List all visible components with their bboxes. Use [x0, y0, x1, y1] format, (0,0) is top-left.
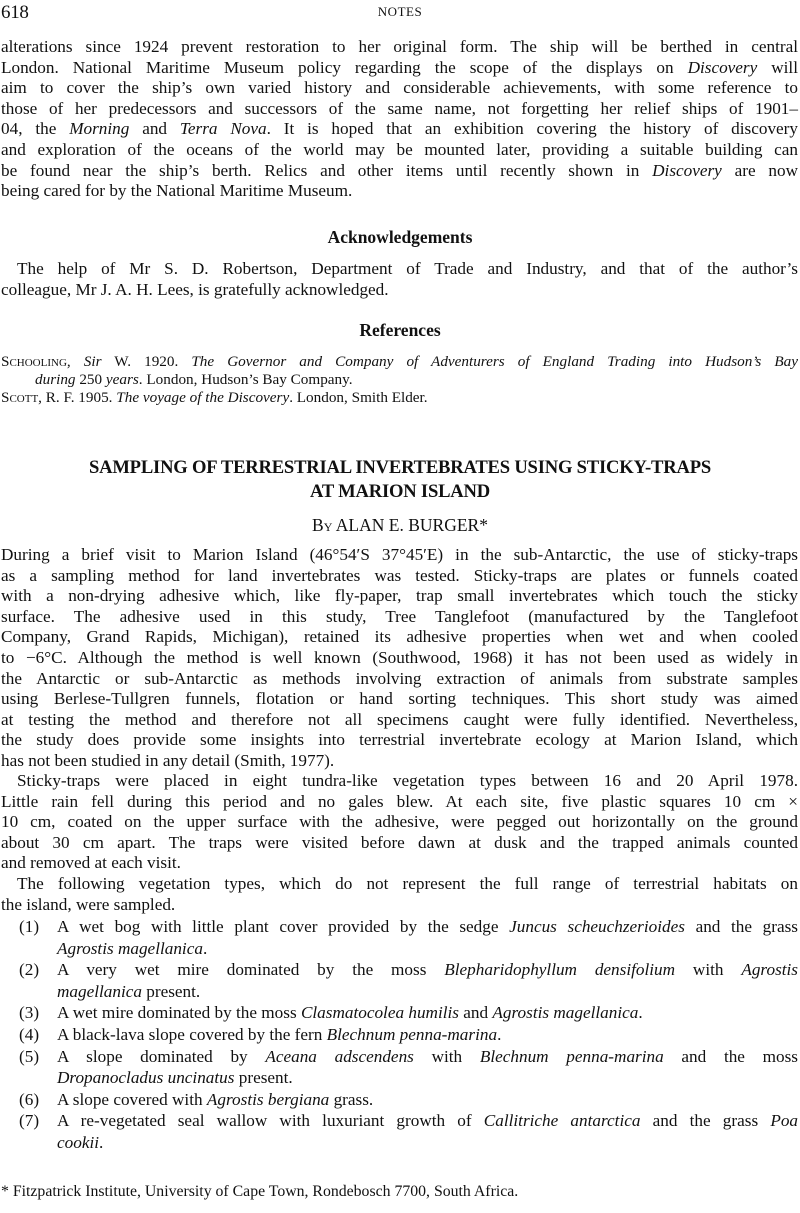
- text-line: colleague, Mr J. A. H. Lees, is gratefully acknowledged.: [1, 279, 389, 299]
- article-title-line: SAMPLING OF TERRESTRIAL INVERTEBRATES USING STICKY-TRAPS: [88, 457, 712, 478]
- vegetation-type-item: [1, 1089, 798, 1111]
- text-line: During a brief visit to Marion Island (46°54′S 37°45′E) in the sub-Antarctic, the use of sticky-traps: [1, 545, 798, 564]
- text-line: Scott, R. F. 1905. The voyage of the Discovery. London, Smith Elder.: [1, 389, 428, 406]
- text-line: and removed at each visit.: [1, 853, 181, 873]
- vegetation-type-item: [1, 1046, 798, 1089]
- reference-entry: [1, 353, 798, 389]
- item-number: (2): [19, 960, 40, 980]
- vegetation-type-list: [1, 916, 798, 1154]
- text-line: aim to cover the ship’s own varied history and considerable achievements, with some reference to: [1, 78, 798, 98]
- item-number: (7): [19, 1111, 40, 1131]
- text-line: alterations since 1924 prevent restoration to her original form. The ship will be berthed in central: [1, 37, 798, 56]
- item-number: (3): [19, 1003, 40, 1023]
- intro-paragraph: [1, 37, 798, 202]
- vegetation-type-item: [1, 1024, 798, 1046]
- text-line: 04, the Morning and Terra Nova. It is hoped that an exhibition covering the history of discovery: [1, 119, 798, 139]
- text-line: The help of Mr S. D. Robertson, Department of Trade and Industry, and that of the author’s: [17, 259, 798, 278]
- text-line: A slope covered with Agrostis bergiana grass.: [57, 1089, 374, 1109]
- text-line: Schooling, Sir W. 1920. The Governor and Company of Adventurers of England Trading into Hudson’s Bay: [1, 353, 799, 370]
- vegetation-type-item: [1, 1002, 798, 1024]
- text-line: cookii.: [57, 1132, 104, 1152]
- text-line: be found near the ship’s berth. Relics and other items until recently shown in Discovery are now: [1, 160, 798, 180]
- text-line: A very wet mire dominated by the moss Blepharidophyllum densifolium with Agrostis: [57, 960, 798, 980]
- text-line: the study does provide some insights into terrestrial invertebrate ecology at Marion Island, which: [1, 730, 798, 750]
- text-line: A slope dominated by Aceana adscendens with Blechnum penna-marina and the moss: [57, 1046, 798, 1066]
- byline-prefix: By: [312, 515, 333, 535]
- text-line: Dropanocladus uncinatus present.: [57, 1068, 293, 1088]
- acknowledgements-text: [1, 259, 798, 300]
- vegetation-type-item: [1, 916, 798, 959]
- item-number: (5): [19, 1046, 40, 1066]
- text-line: has not been studied in any detail (Smith, 1977).: [1, 750, 335, 770]
- text-line: A wet mire dominated by the moss Clasmatocolea humilis and Agrostis magellanica.: [57, 1003, 643, 1023]
- item-number: (6): [19, 1089, 40, 1109]
- text-line: the island, were sampled.: [1, 894, 176, 914]
- text-line: being cared for by the National Maritime Museum.: [1, 181, 353, 201]
- page-number: 618: [1, 2, 29, 23]
- text-line: as a sampling method for land invertebrates was tested. Sticky-traps are plates or funnels coated: [1, 565, 798, 585]
- text-line: and exploration of the oceans of the world may be mounted later, providing a suitable building can: [1, 139, 798, 159]
- text-line: those of her predecessors and successors of the same name, not forgetting her relief ships of 1901–: [1, 98, 798, 118]
- body-paragraph: [1, 771, 798, 874]
- text-line: surface. The adhesive used in this study, Tree Tanglefoot (manufactured by the Tanglefoot: [1, 606, 798, 626]
- text-line: magellanica present.: [57, 981, 201, 1001]
- author-name: ALAN E. BURGER*: [335, 515, 488, 535]
- text-line: with a non-drying adhesive which, like fly-paper, trap small invertebrates which touch the sticky: [1, 586, 798, 606]
- page-header: [0, 2, 800, 26]
- item-number: (4): [19, 1024, 40, 1044]
- acknowledgements-heading: Acknowledgements: [327, 227, 473, 247]
- text-line: about 30 cm apart. The traps were visited before dawn at dusk and the trapped animals counted: [1, 832, 798, 852]
- article-byline: [0, 515, 800, 536]
- running-head: NOTES: [377, 4, 423, 19]
- text-line: London. National Maritime Museum policy regarding the scope of the displays on Discovery will: [1, 57, 798, 77]
- item-number: (1): [19, 917, 40, 936]
- body-paragraph: [1, 545, 798, 772]
- text-line: Company, Grand Rapids, Michigan), retained its adhesive properties when wet and when cooled: [1, 627, 798, 647]
- text-line: A re-vegetated seal wallow with luxuriant growth of Callitriche antarctica and the grass Poa: [57, 1111, 799, 1131]
- text-line: A wet bog with little plant cover provided by the sedge Juncus scheuchzerioides and the grass: [57, 917, 798, 936]
- text-line: A black-lava slope covered by the fern Blechnum penna-marina.: [57, 1024, 502, 1044]
- text-line: 10 cm, coated on the upper surface with the adhesive, were pegged out horizontally on the ground: [1, 812, 798, 832]
- text-line: Sticky-traps were placed in eight tundra-like vegetation types between 16 and 20 April 1978.: [17, 771, 798, 790]
- body-paragraph: [1, 874, 798, 915]
- text-line: at testing the method and therefore not all specimens caught were fully identified. Nevertheless,: [1, 709, 798, 729]
- vegetation-type-item: [1, 959, 798, 1002]
- author-footnote: * Fitzpatrick Institute, University of Cape Town, Rondebosch 7700, South Africa.: [1, 1183, 519, 1200]
- text-line: The following vegetation types, which do not represent the full range of terrestrial habitats on: [17, 874, 798, 893]
- text-line: during 250 years. London, Hudson’s Bay Company.: [35, 371, 353, 388]
- text-line: using Berlese-Tullgren funnels, flotation or hand sorting techniques. This short study was aimed: [1, 689, 798, 709]
- reference-entry: [1, 389, 798, 407]
- article-title-line: AT MARION ISLAND: [309, 481, 490, 502]
- text-line: to −6°C. Although the method is well known (Southwood, 1968) it has not been used as widely in: [1, 647, 798, 667]
- text-line: Agrostis magellanica.: [57, 938, 208, 958]
- text-line: the Antarctic or sub-Antarctic as methods involving extraction of animals from substrate samples: [1, 668, 798, 688]
- text-line: Little rain fell during this period and no gales blew. At each site, five plastic squares 10 cm ×: [1, 791, 798, 811]
- vegetation-type-item: [1, 1110, 798, 1153]
- references-heading: References: [359, 320, 441, 340]
- article-title: [0, 456, 800, 504]
